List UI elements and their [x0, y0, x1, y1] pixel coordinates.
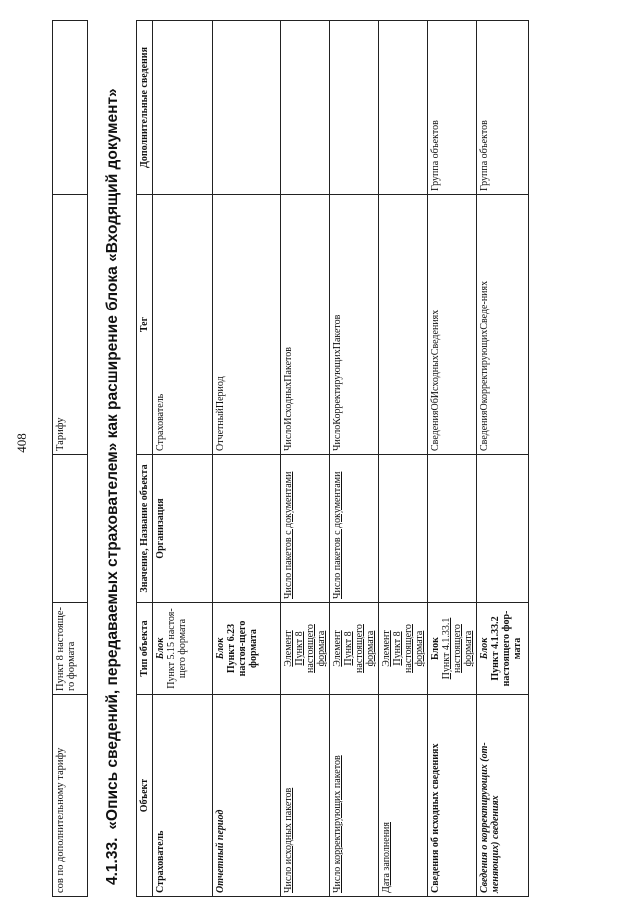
type-ref: Пункт 8 настоящего формата	[343, 624, 376, 673]
object-cell: Дата заполнения	[379, 695, 428, 897]
info-cell	[379, 21, 428, 195]
cell: Пункт 8 настояще-го формата	[53, 603, 88, 695]
table-row	[330, 21, 379, 897]
info-cell: Группа объектов	[477, 21, 529, 195]
type-ref: Пункт 5.15 настоя-щего формата	[166, 608, 188, 689]
cell: Тарифу	[53, 195, 88, 455]
type-kind: Элемент	[332, 630, 343, 667]
continued-table	[52, 20, 88, 897]
value-cell	[379, 455, 428, 603]
object-cell: Страхователь	[153, 695, 213, 897]
table-row	[428, 21, 477, 897]
object-cell: Число исходных пакетов	[281, 695, 330, 897]
type-ref: Пункт 8 настоящего формата	[294, 624, 327, 673]
cell	[53, 455, 88, 603]
type-ref: Пункт 4.1.33.2 настоящего фор-мата	[490, 610, 523, 687]
type-cell	[477, 603, 529, 695]
type-kind: Блок	[430, 637, 441, 660]
table-header-row	[137, 21, 153, 897]
value-cell	[213, 455, 281, 603]
section-title: «Опись сведений, передаваемых страхователем» как расширение блока «Входящий документ»	[104, 88, 121, 830]
cell: сов по дополнительному тарифу	[53, 695, 88, 897]
value-cell: Организация	[153, 455, 213, 603]
tag-cell: ОтчетныйПериод	[213, 195, 281, 455]
table-row	[213, 21, 281, 897]
column-header: Тип объекта	[137, 603, 153, 695]
value-cell	[477, 455, 529, 603]
tag-cell: Страхователь	[153, 195, 213, 455]
objects-table	[136, 20, 529, 897]
column-header: Дополнительные сведения	[137, 21, 153, 195]
tag-cell: СведенияОкорректирующихСведе-ниях	[477, 195, 529, 455]
info-cell: Группа объектов	[428, 21, 477, 195]
column-header: Объект	[137, 695, 153, 897]
type-ref: Пункт 4.1.33.1 настоящего формата	[441, 617, 474, 680]
type-cell	[330, 603, 379, 695]
info-cell	[330, 21, 379, 195]
tag-cell	[379, 195, 428, 455]
cell	[53, 21, 88, 195]
type-ref: Пункт 8 настоящего формата	[392, 624, 425, 673]
type-cell	[428, 603, 477, 695]
table-row	[153, 21, 213, 897]
info-cell	[153, 21, 213, 195]
value-cell: Число пакетов с документами	[330, 455, 379, 603]
section-number: 4.1.33.	[104, 837, 121, 885]
table-row	[53, 21, 88, 897]
value-cell	[428, 455, 477, 603]
object-cell: Число корректирующих пакетов	[330, 695, 379, 897]
object-cell: Отчетный период	[213, 695, 281, 897]
column-header: Тег	[137, 195, 153, 455]
info-cell	[213, 21, 281, 195]
object-cell: Сведения об исходных сведениях	[428, 695, 477, 897]
type-kind: Блок	[479, 637, 490, 660]
type-kind: Блок	[155, 637, 166, 660]
tag-cell: СведенияОбИсходныхСведениях	[428, 195, 477, 455]
type-cell	[213, 603, 281, 695]
section-heading	[104, 25, 122, 885]
type-kind: Элемент	[283, 630, 294, 667]
type-ref: Пункт 6.23 настоя-щего формата	[226, 620, 259, 677]
type-kind: Блок	[215, 637, 226, 660]
tag-cell: ЧислоИсходныхПакетов	[281, 195, 330, 455]
table-row	[281, 21, 330, 897]
type-cell	[153, 603, 213, 695]
page-number: 408	[14, 433, 29, 453]
table-row	[477, 21, 529, 897]
type-cell	[379, 603, 428, 695]
table-row	[379, 21, 428, 897]
column-header: Значение, Название объекта	[137, 455, 153, 603]
type-cell	[281, 603, 330, 695]
value-cell: Число пакетов с документами	[281, 455, 330, 603]
info-cell	[281, 21, 330, 195]
tag-cell: ЧислоКорректирующихПакетов	[330, 195, 379, 455]
object-cell: Сведения о корректирующих (от-меняющих) сведениях	[477, 695, 529, 897]
type-kind: Элемент	[381, 630, 392, 667]
